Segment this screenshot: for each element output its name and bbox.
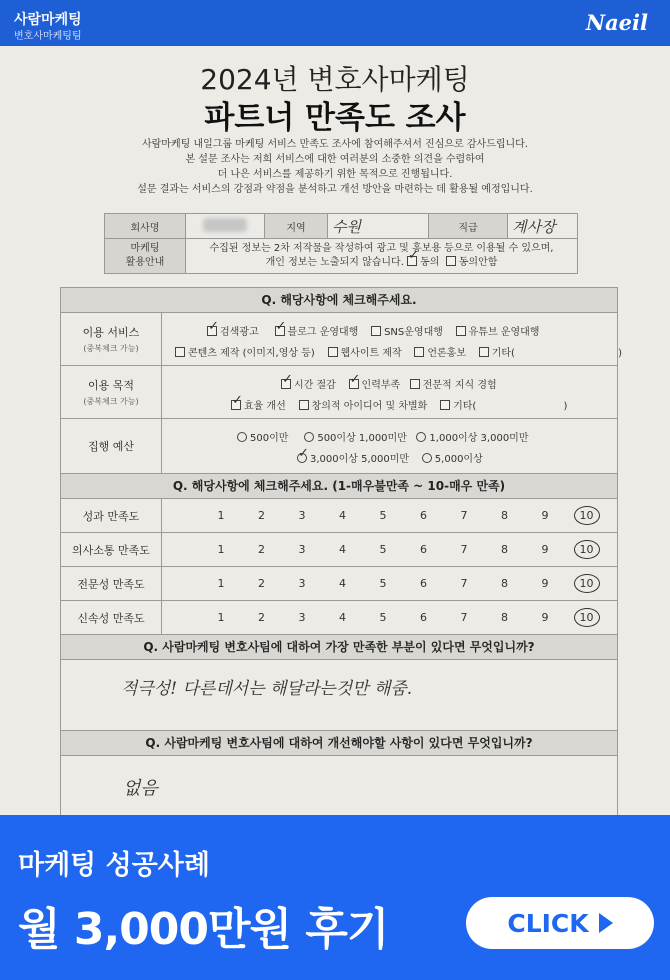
scale-option[interactable]: 3: [298, 577, 306, 590]
scale-option[interactable]: 5: [379, 577, 387, 590]
scale-option[interactable]: 7: [460, 611, 468, 624]
option-label: 전문적 지식 경험: [422, 380, 497, 391]
purpose-line-2: [231, 397, 567, 412]
agree-checkbox[interactable]: [407, 256, 417, 266]
section2-question: Q. 해당사항에 체크해주세요. (1-매우불만족 ~ 10-매우 만족): [61, 474, 617, 499]
purpose-row: [61, 366, 617, 419]
budget-label: 집행 예산: [87, 440, 134, 453]
service-row: [61, 313, 623, 366]
scale-option[interactable]: 4: [339, 611, 346, 624]
satisfaction-scales: [61, 499, 617, 635]
scale-option[interactable]: 8: [501, 543, 508, 556]
scale-option[interactable]: 10: [574, 506, 600, 525]
scale-option[interactable]: 10: [574, 540, 600, 559]
brand-name: 사람마케팅: [14, 12, 82, 28]
option-label: 시간 절감: [294, 380, 336, 391]
section1-question: Q. 해당사항에 체크해주세요.: [61, 288, 617, 313]
option-label: 창의적 아이디어 및 차별화: [311, 401, 428, 412]
checkbox-efficiency[interactable]: [231, 400, 241, 410]
checkbox-sns[interactable]: [371, 326, 381, 336]
usage-label: 활용안내: [125, 257, 165, 268]
intro-line: 본 설문 조사는 저희 서비스에 대한 여러분의 소중한 의견을 수렴하여: [185, 154, 485, 165]
radio-budget-over5000[interactable]: [422, 453, 432, 463]
scale-option[interactable]: 8: [501, 611, 508, 624]
service-line-1: [207, 323, 539, 338]
purpose-close: ): [563, 401, 568, 412]
budget-label-cell: [61, 419, 162, 473]
survey-intro: [0, 137, 670, 197]
company-value: [186, 214, 265, 239]
scale-option[interactable]: 7: [460, 543, 468, 556]
scale-option[interactable]: 1: [217, 577, 225, 590]
checkbox-staff[interactable]: [349, 379, 359, 389]
scale-option[interactable]: 5: [379, 543, 387, 556]
scale-row-label: 성과 만족도: [61, 499, 162, 532]
service-options: [165, 313, 623, 365]
checkbox-website[interactable]: [328, 347, 338, 357]
scale-options: [161, 567, 617, 600]
survey-title: 파트너 만족도 조사: [204, 100, 466, 136]
click-button[interactable]: [466, 897, 654, 949]
checkbox-other-service[interactable]: [479, 347, 489, 357]
option-label: 500이만: [250, 433, 289, 444]
checkbox-search-ads[interactable]: [207, 326, 217, 336]
scale-option[interactable]: 9: [541, 577, 549, 590]
disagree-checkbox[interactable]: [446, 256, 456, 266]
option-label: 웹사이트 제작: [340, 348, 402, 359]
survey-title-year: 2024년 변호사마케팅: [200, 63, 470, 96]
banner-title: 월 3,000만원 후기: [18, 904, 389, 955]
scale-option[interactable]: 7: [460, 509, 468, 522]
service-line-2: [175, 344, 622, 359]
option-label: 3,000이상 5,000미만: [310, 454, 410, 465]
position-value: 계사장: [508, 214, 578, 239]
scale-option[interactable]: 4: [339, 543, 346, 556]
disagree-label: 동의안함: [458, 257, 498, 268]
scale-option[interactable]: 4: [339, 577, 346, 590]
company-label: 회사명: [105, 214, 186, 239]
scale-option[interactable]: 1: [217, 543, 225, 556]
budget-line-1: [237, 429, 529, 444]
marketing-usage-label: [105, 239, 186, 274]
budget-options: [165, 419, 613, 473]
q4-answer-area[interactable]: [61, 756, 617, 815]
budget-line-2: [297, 450, 483, 465]
scale-option[interactable]: 8: [501, 509, 508, 522]
option-label: 500이상 1,000미만: [317, 433, 407, 444]
survey-form: [60, 287, 623, 815]
brand-team: 변호사마케팅팀: [14, 31, 82, 42]
scale-option[interactable]: 1: [217, 611, 225, 624]
option-label: 블로그 운영대행: [287, 327, 359, 338]
option-label: 기타(: [491, 348, 515, 359]
intro-line: 더 나은 서비스를 제공하기 위한 목적으로 진행됩니다.: [217, 169, 453, 180]
checkbox-time[interactable]: [281, 379, 291, 389]
scale-row-label: 전문성 만족도: [61, 567, 162, 600]
budget-row: [61, 419, 617, 474]
q3-answer: 적극성! 다른데서는 해달라는것만 해줌.: [121, 679, 413, 699]
scale-option[interactable]: 6: [420, 509, 427, 522]
scale-option[interactable]: 6: [420, 611, 427, 624]
q3-question: Q. 사람마케팅 변호사팀에 대하여 가장 만족한 부분이 있다면 무엇입니까?: [61, 635, 617, 660]
region-value: 수원: [328, 214, 429, 239]
scale-option[interactable]: 5: [379, 509, 387, 522]
q4-answer: 없음: [123, 778, 158, 799]
q3-answer-area[interactable]: [61, 660, 617, 731]
checkbox-blog[interactable]: [275, 326, 285, 336]
checkbox-expertise[interactable]: [410, 379, 420, 389]
scale-option[interactable]: 2: [258, 543, 265, 556]
scale-option[interactable]: 10: [574, 608, 600, 627]
notice-text: 수집된 정보는 2차 저작물을 작성하여 광고 및 홍보용 등으로 이용될 수 있으며,: [209, 243, 554, 254]
scale-option[interactable]: 5: [379, 611, 387, 624]
scale-option[interactable]: 6: [420, 577, 427, 590]
radio-budget-3000-5000[interactable]: [297, 453, 307, 463]
promo-banner: [0, 815, 670, 980]
click-label: CLICK: [507, 908, 589, 938]
purpose-sub: (중복체크 가능): [83, 397, 139, 406]
blurred-company-name: [203, 218, 247, 232]
marketing-label: 마케팅: [130, 243, 160, 254]
position-label: 직급: [429, 214, 508, 239]
scale-option[interactable]: 2: [258, 611, 265, 624]
service-label: 이용 서비스: [82, 326, 140, 339]
option-label: 1,000이상 3,000미만: [429, 433, 529, 444]
option-label: 기타(: [453, 401, 477, 412]
option-label: 검색광고: [220, 327, 259, 338]
service-label-cell: [61, 313, 162, 365]
scale-option[interactable]: 9: [541, 611, 549, 624]
option-label: 효율 개선: [244, 401, 286, 412]
radio-budget-1000-3000[interactable]: [416, 432, 426, 442]
checkbox-content[interactable]: [175, 347, 185, 357]
scale-row-label: 의사소통 만족도: [61, 533, 162, 566]
scale-option[interactable]: 10: [574, 574, 600, 593]
scale-option[interactable]: 9: [541, 543, 549, 556]
agree-label: 동의: [420, 257, 440, 268]
option-label: 언론홍보: [427, 348, 466, 359]
survey-header-bar: [0, 0, 670, 46]
notice-text-2: 개인 정보는 노출되지 않습니다.: [265, 257, 404, 268]
checkbox-other-purpose[interactable]: [440, 400, 450, 410]
option-label: 5,000이상: [434, 454, 483, 465]
region-label: 지역: [265, 214, 328, 239]
checkbox-youtube[interactable]: [456, 326, 466, 336]
scale-option[interactable]: 9: [541, 509, 549, 522]
purpose-line-1: [281, 376, 497, 391]
scale-option[interactable]: 3: [298, 543, 306, 556]
radio-budget-under500[interactable]: [237, 432, 247, 442]
scale-row: [61, 499, 617, 533]
intro-line: 사람마케팅 내일그룹 마케팅 서비스 만족도 조사에 참여해주셔서 진심으로 감사드립니다.: [141, 139, 529, 150]
scale-options: [161, 499, 617, 532]
option-label: 콘텐츠 제작 (이미지,영상 등): [188, 348, 315, 359]
scale-option[interactable]: 1: [217, 509, 225, 522]
scale-row-label: 신속성 만족도: [61, 601, 162, 634]
option-label: 인력부족: [361, 380, 401, 391]
scale-option[interactable]: 7: [460, 577, 468, 590]
option-label: SNS운영대행: [384, 327, 443, 338]
q4-question: Q. 사람마케팅 변호사팀에 대하여 개선해야할 사항이 있다면 무엇입니까?: [61, 731, 617, 756]
scale-row: [61, 601, 617, 635]
option-label: 유튜브 운영대행: [468, 327, 540, 338]
purpose-options: [165, 366, 613, 418]
info-table: [104, 213, 578, 274]
scale-row: [61, 567, 617, 601]
play-arrow-icon: [599, 913, 613, 933]
scale-option[interactable]: 8: [501, 577, 508, 590]
purpose-label: 이용 목적: [87, 379, 134, 392]
service-sub: (중복체크 가능): [83, 344, 139, 353]
scale-option[interactable]: 2: [258, 577, 265, 590]
scale-option[interactable]: 6: [420, 543, 427, 556]
scale-option[interactable]: 3: [298, 509, 306, 522]
scale-option[interactable]: 4: [339, 509, 346, 522]
scale-option[interactable]: 2: [258, 509, 265, 522]
radio-budget-500-1000[interactable]: [304, 432, 314, 442]
scale-option[interactable]: 3: [298, 611, 306, 624]
scale-options: [161, 533, 617, 566]
service-close: ): [618, 348, 623, 359]
scale-options: [161, 601, 617, 634]
naeil-logo: Naeil: [585, 10, 648, 35]
purpose-label-cell: [61, 366, 162, 418]
checkbox-press[interactable]: [414, 347, 424, 357]
intro-line: 설문 결과는 서비스의 강점과 약점을 분석하고 개선 방안을 마련하는 데 활용될 예정입니다.: [137, 184, 533, 195]
scale-row: [61, 533, 617, 567]
banner-subtitle: 마케팅 성공사례: [18, 850, 210, 881]
usage-notice: [186, 239, 578, 274]
checkbox-creative[interactable]: [299, 400, 309, 410]
